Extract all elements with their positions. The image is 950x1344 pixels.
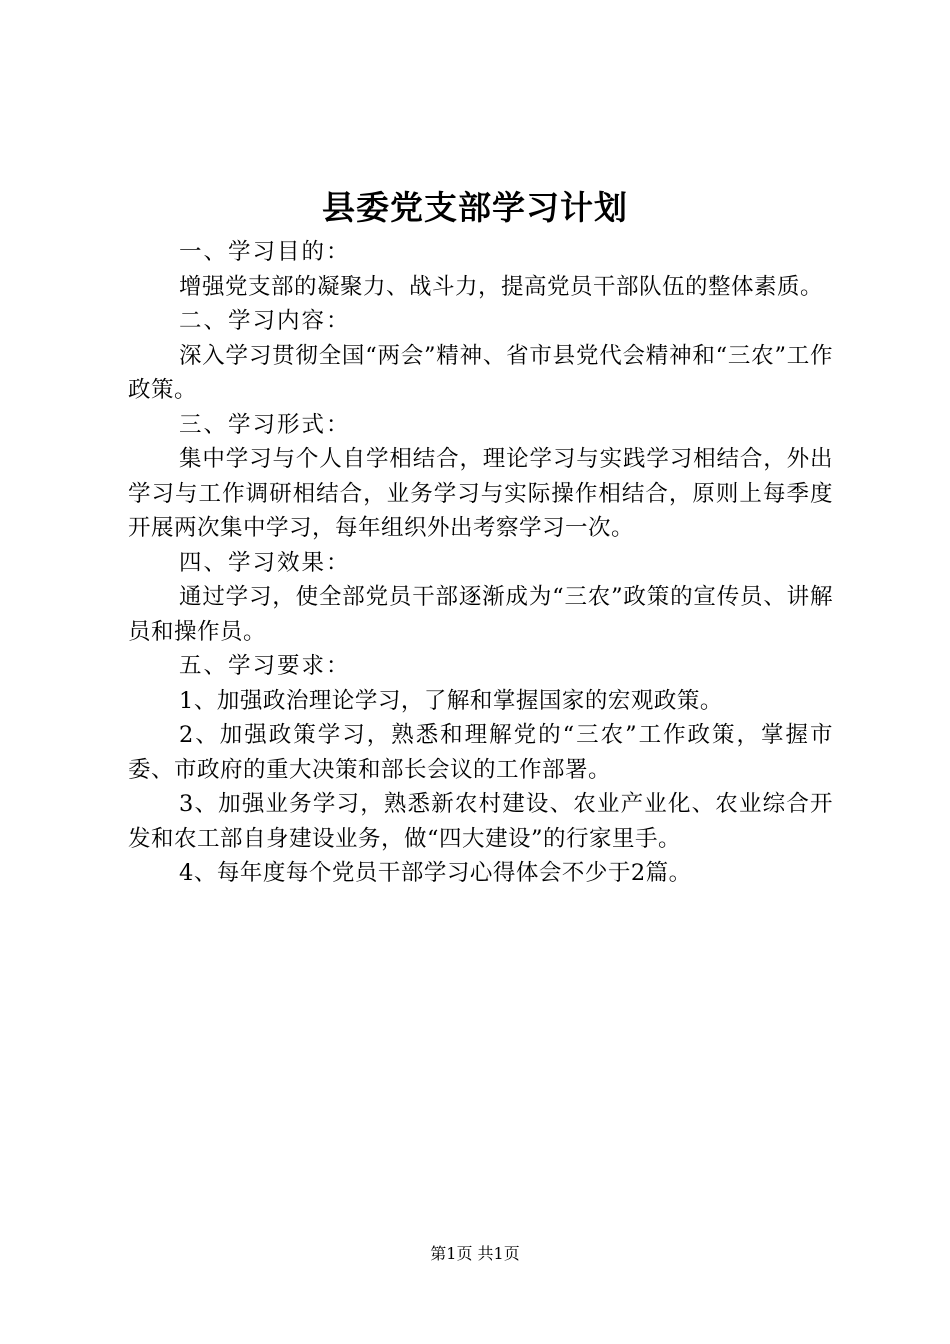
section-heading-requirements: 五、学习要求： (179, 653, 351, 679)
section-heading-content: 二、学习内容： (179, 308, 351, 334)
requirement-item-2: 2、加强政策学习，熟悉和理解党的“三农”工作政策，掌握市委、市政府的重大决策和部长会议的工作部署。 (128, 722, 833, 783)
section-heading-form: 三、学习形式： (179, 411, 351, 438)
paragraph-purpose: 增强党支部的凝聚力、战斗力，提高党员干部队伍的整体素质。 (179, 273, 824, 300)
requirement-item-4: 4、每年度每个党员干部学习心得体会不少于2篇。 (179, 860, 692, 886)
paragraph-form: 集中学习与个人自学相结合，理论学习与实践学习相结合，外出学习与工作调研相结合，业务学习与实际操作相结合，原则上每季度开展两次集中学习，每年组织外出考察学习一次。 (128, 446, 833, 541)
document-title: 县委党支部学习计划 (322, 188, 628, 227)
paragraph-content: 深入学习贯彻全国“两会”精神、省市县党代会精神和“三农”工作政策。 (128, 342, 833, 403)
requirement-item-1: 1、加强政治理论学习，了解和掌握国家的宏观政策。 (179, 687, 723, 714)
requirement-item-3: 3、加强业务学习，熟悉新农村建设、农业产业化、农业综合开发和农工部自身建设业务，做“四大建设”的行家里手。 (128, 791, 833, 852)
section-heading-purpose: 一、学习目的： (179, 239, 351, 265)
document-body (128, 235, 833, 891)
paragraph-effect: 通过学习，使全部党员干部逐渐成为“三农”政策的宣传员、讲解员和操作员。 (128, 584, 833, 645)
section-heading-effect: 四、学习效果： (179, 549, 351, 576)
page-footer: 第1页 共1页 (430, 1244, 520, 1263)
